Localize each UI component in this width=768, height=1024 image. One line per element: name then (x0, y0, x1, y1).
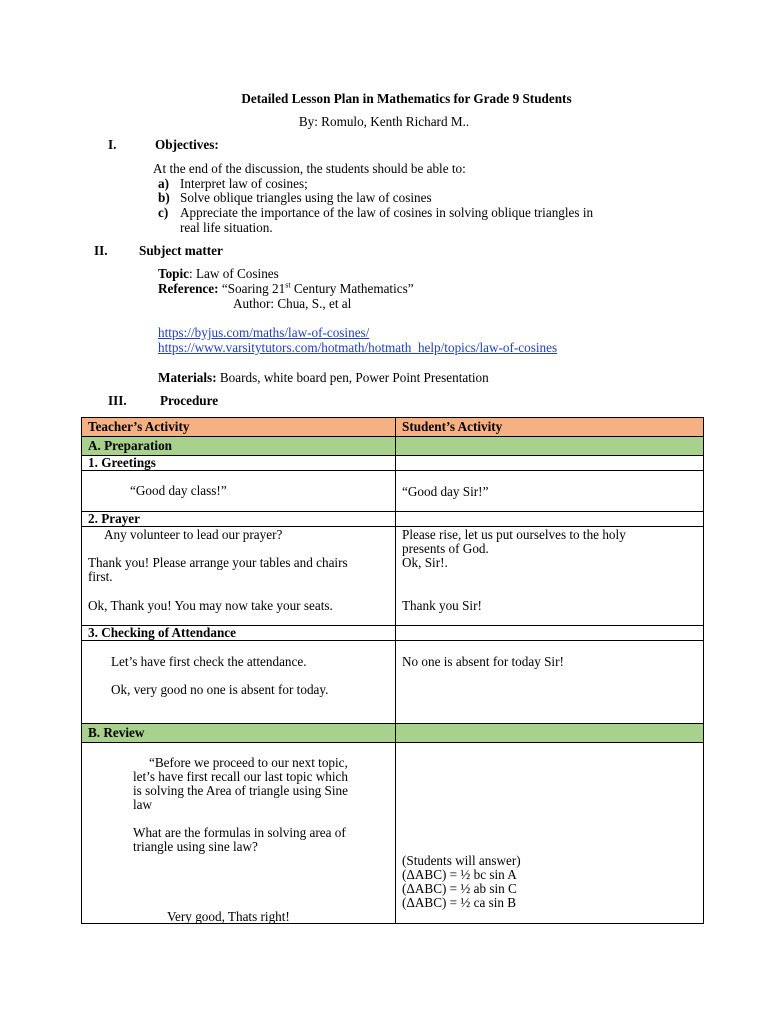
procedure-table (81, 417, 704, 924)
prayer-teacher-1: Any volunteer to lead our prayer? (104, 527, 283, 542)
objective-item-c: Appreciate the importance of the law of cosines in solving oblique triangles in (180, 205, 594, 220)
materials-label: Materials: (158, 370, 217, 385)
reference-author: Author: Chua, S., et al (233, 296, 352, 311)
table-header-row (82, 418, 703, 437)
prayer-student-3: Thank you Sir! (402, 598, 482, 613)
reference-value-a: “Soaring 21 (221, 281, 286, 296)
greetings-label: 1. Greetings (88, 455, 156, 470)
review-teacher-1b: let’s have first recall our last topic which (133, 769, 348, 784)
topic-value: : Law of Cosines (189, 266, 279, 281)
reference-link-byjus[interactable]: https://byjus.com/maths/law-of-cosines/ (158, 325, 370, 340)
review-row (82, 724, 703, 743)
document-title: Detailed Lesson Plan in Mathematics for Grade 9 Students (241, 91, 572, 106)
review-student-2: (ΔABC) = ½ ab sin C (402, 881, 517, 896)
materials-line (158, 370, 489, 385)
prayer-teacher-2a: Thank you! Please arrange your tables and chairs (88, 555, 348, 570)
objective-marker-c: c) (158, 205, 169, 220)
attendance-row (82, 641, 703, 724)
procedure-heading: Procedure (160, 393, 219, 408)
objectives-heading: Objectives: (155, 137, 219, 152)
prayer-teacher-3: Ok, Thank you! You may now take your seats. (88, 598, 333, 613)
prayer-student-2: Ok, Sir!. (402, 555, 448, 570)
header-teacher: Teacher’s Activity (88, 419, 190, 434)
prayer-student-1a: Please rise, let us put ourselves to the holy (402, 527, 626, 542)
attendance-teacher-2: Ok, very good no one is absent for today. (111, 682, 329, 697)
reference-value-b: Century Mathematics” (290, 281, 414, 296)
objective-marker-b: b) (158, 190, 170, 205)
attendance-label: 3. Checking of Attendance (88, 625, 236, 640)
prayer-student-1b: presents of God. (402, 541, 489, 556)
author-byline: By: Romulo, Kenth Richard M.. (298, 114, 470, 129)
column-divider (395, 418, 396, 923)
objective-item-a: Interpret law of cosines; (180, 176, 308, 191)
objectives-intro: At the end of the discussion, the students should be able to: (153, 161, 466, 176)
preparation-row (82, 437, 703, 456)
section-numeral-i: I. (108, 137, 117, 152)
greetings-teacher: “Good day class!” (130, 483, 227, 498)
greetings-student: “Good day Sir!” (402, 484, 489, 499)
section-numeral-ii: II. (94, 243, 108, 258)
subject-heading: Subject matter (139, 243, 223, 258)
review-student-1: (ΔABC) = ½ bc sin A (402, 867, 517, 882)
topic-label: Topic (158, 266, 190, 281)
prayer-label: 2. Prayer (88, 511, 140, 526)
greetings-row (82, 471, 703, 512)
materials-value: Boards, white board pen, Power Point Presentation (216, 370, 489, 385)
reference-sup: st (285, 280, 291, 290)
greetings-label-row (82, 456, 703, 471)
objective-marker-a: a) (158, 176, 169, 191)
attendance-student: No one is absent for today Sir! (402, 654, 564, 669)
review-teacher-1a: “Before we proceed to our next topic, (149, 755, 348, 770)
review-student-0: (Students will answer) (402, 853, 521, 868)
attendance-label-row (82, 626, 703, 641)
objective-item-b: Solve oblique triangles using the law of cosines (180, 190, 432, 205)
reference-label: Reference: (158, 281, 219, 296)
review-teacher-2a: What are the formulas in solving area of (133, 825, 346, 840)
reference-link-varsitytutors[interactable]: https://www.varsitytutors.com/hotmath/hotmath_help/topics/law-of-cosines (158, 340, 558, 355)
topic-line (158, 266, 279, 281)
section-numeral-iii: III. (108, 393, 127, 408)
objective-item-c-cont: real life situation. (180, 220, 273, 235)
attendance-teacher-1: Let’s have first check the attendance. (111, 654, 307, 669)
prayer-row (82, 527, 703, 626)
review-content-row (82, 743, 703, 923)
review-teacher-1d: law (133, 797, 153, 812)
preparation-label: A. Preparation (88, 438, 172, 453)
review-teacher-2b: triangle using sine law? (133, 839, 258, 854)
review-teacher-3: Very good, Thats right! (167, 909, 290, 924)
header-student: Student’s Activity (402, 419, 503, 434)
prayer-teacher-2b: first. (88, 569, 113, 584)
review-student-3: (ΔABC) = ½ ca sin B (402, 895, 517, 910)
review-teacher-1c: is solving the Area of triangle using Sine (133, 783, 348, 798)
review-label: B. Review (88, 725, 145, 740)
reference-line (158, 281, 414, 296)
prayer-label-row (82, 512, 703, 527)
